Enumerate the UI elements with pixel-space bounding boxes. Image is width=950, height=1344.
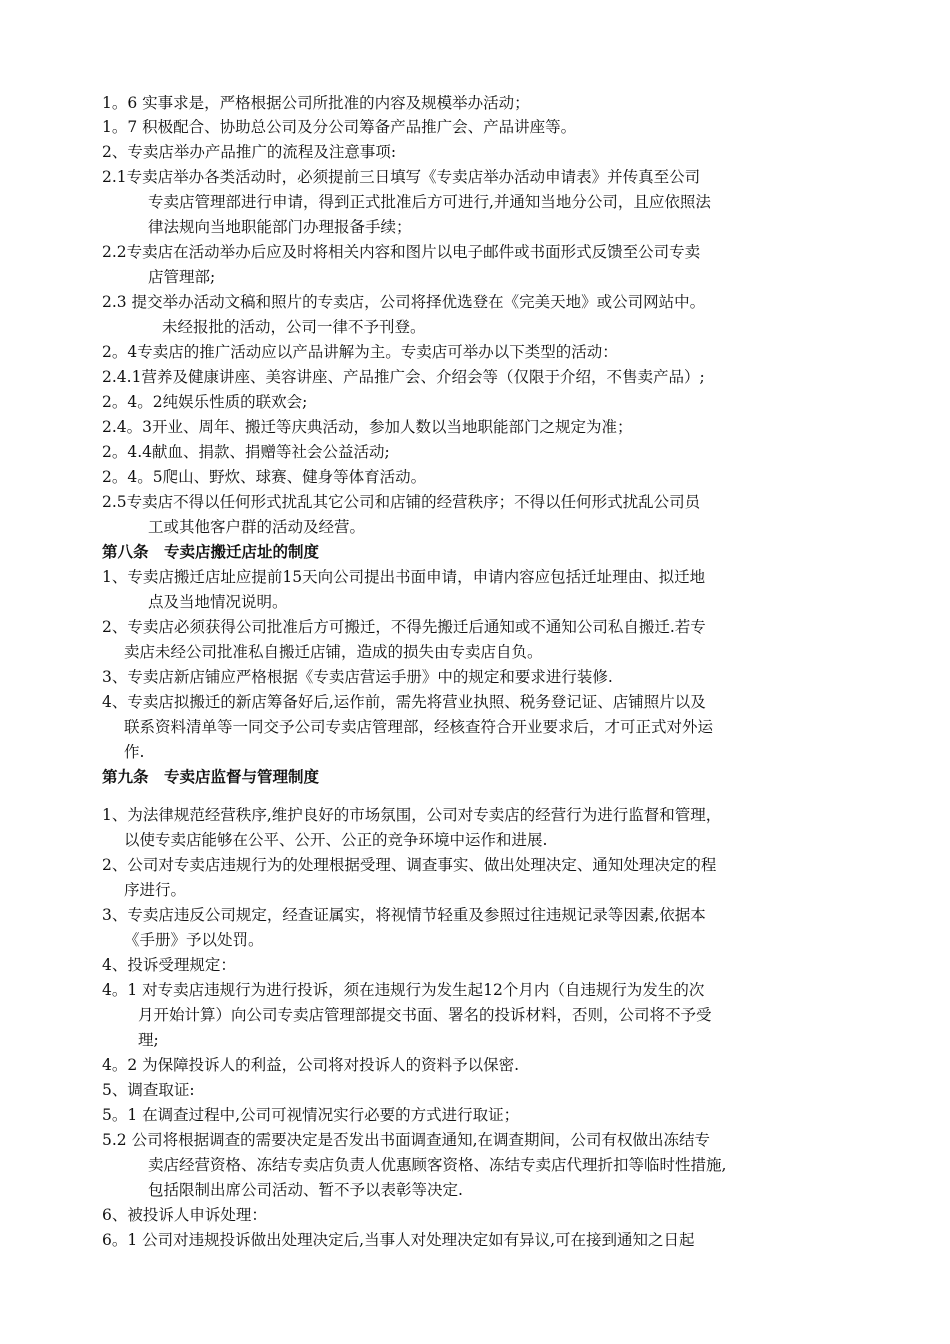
text-line: 3、专卖店新店铺应严格根据《专卖店营运手册》中的规定和要求进行装修. — [102, 668, 613, 686]
text-line: 专卖店管理部进行申请，得到正式批准后方可进行,并通知当地分公司，且应依照法 — [148, 193, 711, 211]
text-line: 卖店经营资格、冻结专卖店负责人优惠顾客资格、冻结专卖店代理折扣等临时性措施, — [148, 1156, 727, 1174]
text-line: 月开始计算）向公司专卖店管理部提交书面、署名的投诉材料，否则，公司将不予受 — [138, 1006, 712, 1024]
text-line: 5。1 在调查过程中,公司可视情况实行必要的方式进行取证； — [102, 1106, 520, 1124]
section-heading: 第九条 专卖店监督与管理制度 — [102, 768, 320, 786]
section-heading: 第八条 专卖店搬迁店址的制度 — [102, 543, 320, 561]
text-line: 2.3 提交举办活动文稿和照片的专卖店，公司将择优选登在《完美天地》或公司网站中。 — [102, 293, 706, 311]
text-line: 6、被投诉人申诉处理： — [102, 1206, 267, 1224]
text-line: 1。6 实事求是，严格根据公司所批准的内容及规模举办活动； — [102, 94, 530, 112]
text-line: 1、专卖店搬迁店址应提前15天向公司提出书面申请，申请内容应包括迁址理由、拟迁地 — [102, 568, 706, 586]
text-line: 2、专卖店必须获得公司批准后方可搬迁，不得先搬迁后通知或不通知公司私自搬迁.若专 — [102, 618, 706, 636]
text-line: 6。1 公司对违规投诉做出处理决定后,当事人对处理决定如有异议,可在接到通知之日起 — [102, 1231, 695, 1249]
text-line: 工或其他客户群的活动及经营。 — [148, 518, 366, 536]
text-line: 2.4.1营养及健康讲座、美容讲座、产品推广会、介绍会等（仅限于介绍，不售卖产品）; — [102, 368, 705, 386]
text-line: 未经报批的活动，公司一律不予刊登。 — [162, 318, 426, 336]
text-line: 4、专卖店拟搬迁的新店筹备好后,运作前，需先将营业执照、税务登记证、店铺照片以及 — [102, 693, 706, 711]
text-line: 序进行。 — [124, 881, 187, 899]
text-line: 卖店未经公司批准私自搬迁店铺，造成的损失由专卖店自负。 — [124, 643, 543, 661]
text-line: 2.5专卖店不得以任何形式扰乱其它公司和店铺的经营秩序；不得以任何形式扰乱公司员 — [102, 493, 701, 511]
text-line: 2。4。5爬山、野炊、球赛、健身等体育活动。 — [102, 468, 427, 486]
text-line: 店管理部; — [148, 268, 216, 286]
text-line: 1、为法律规范经营秩序,维护良好的市场氛围，公司对专卖店的经营行为进行监督和管理， — [102, 806, 722, 824]
text-line: 作. — [124, 743, 145, 761]
text-line: 律法规向当地职能部门办理报备手续； — [148, 218, 412, 236]
text-line: 2、公司对专卖店违规行为的处理根据受理、调查事实、做出处理决定、通知处理决定的程 — [102, 856, 717, 874]
text-line: 4。2 为保障投诉人的利益，公司将对投诉人的资料予以保密. — [102, 1056, 520, 1074]
text-line: 2、专卖店举办产品推广的流程及注意事项: — [102, 143, 397, 161]
text-line: 包括限制出席公司活动、暂不予以表彰等决定. — [148, 1181, 463, 1199]
text-line: 5、调查取证: — [102, 1081, 195, 1099]
text-line: 4、投诉受理规定： — [102, 956, 236, 974]
text-line: 5.2 公司将根据调查的需要决定是否发出书面调查通知,在调查期间，公司有权做出冻结专 — [102, 1131, 711, 1149]
text-line: 联系资料清单等一同交予公司专卖店管理部，经核查符合开业要求后，才可正式对外运 — [124, 718, 714, 736]
text-line: 《手册》予以处罚。 — [124, 931, 264, 949]
text-line: 3、专卖店违反公司规定，经查证属实，将视情节轻重及参照过往违规记录等因素,依据本 — [102, 906, 706, 924]
text-line: 2.2专卖店在活动举办后应及时将相关内容和图片以电子邮件或书面形式反馈至公司专卖 — [102, 243, 701, 261]
text-line: 4。1 对专卖店违规行为进行投诉，须在违规行为发生起12个月内（自违规行为发生的次 — [102, 981, 705, 999]
text-line: 以使专卖店能够在公平、公开、公正的竞争环境中运作和进展. — [124, 831, 548, 849]
text-line: 2.4。3开业、周年、搬迁等庆典活动，参加人数以当地职能部门之规定为准； — [102, 418, 633, 436]
text-line: 2。4.4献血、捐款、捐赠等社会公益活动; — [102, 443, 390, 461]
text-line: 2。4专卖店的推广活动应以产品讲解为主。专卖店可举办以下类型的活动： — [102, 343, 618, 361]
text-line: 1。7 积极配合、协助总公司及分公司筹备产品推广会、产品讲座等。 — [102, 118, 577, 136]
text-line: 2.1专卖店举办各类活动时，必须提前三日填写《专卖店举办活动申请表》并传真至公司 — [102, 168, 701, 186]
text-line: 点及当地情况说明。 — [148, 593, 288, 611]
text-line: 2。4。2纯娱乐性质的联欢会; — [102, 393, 308, 411]
text-line: 理; — [138, 1031, 159, 1049]
